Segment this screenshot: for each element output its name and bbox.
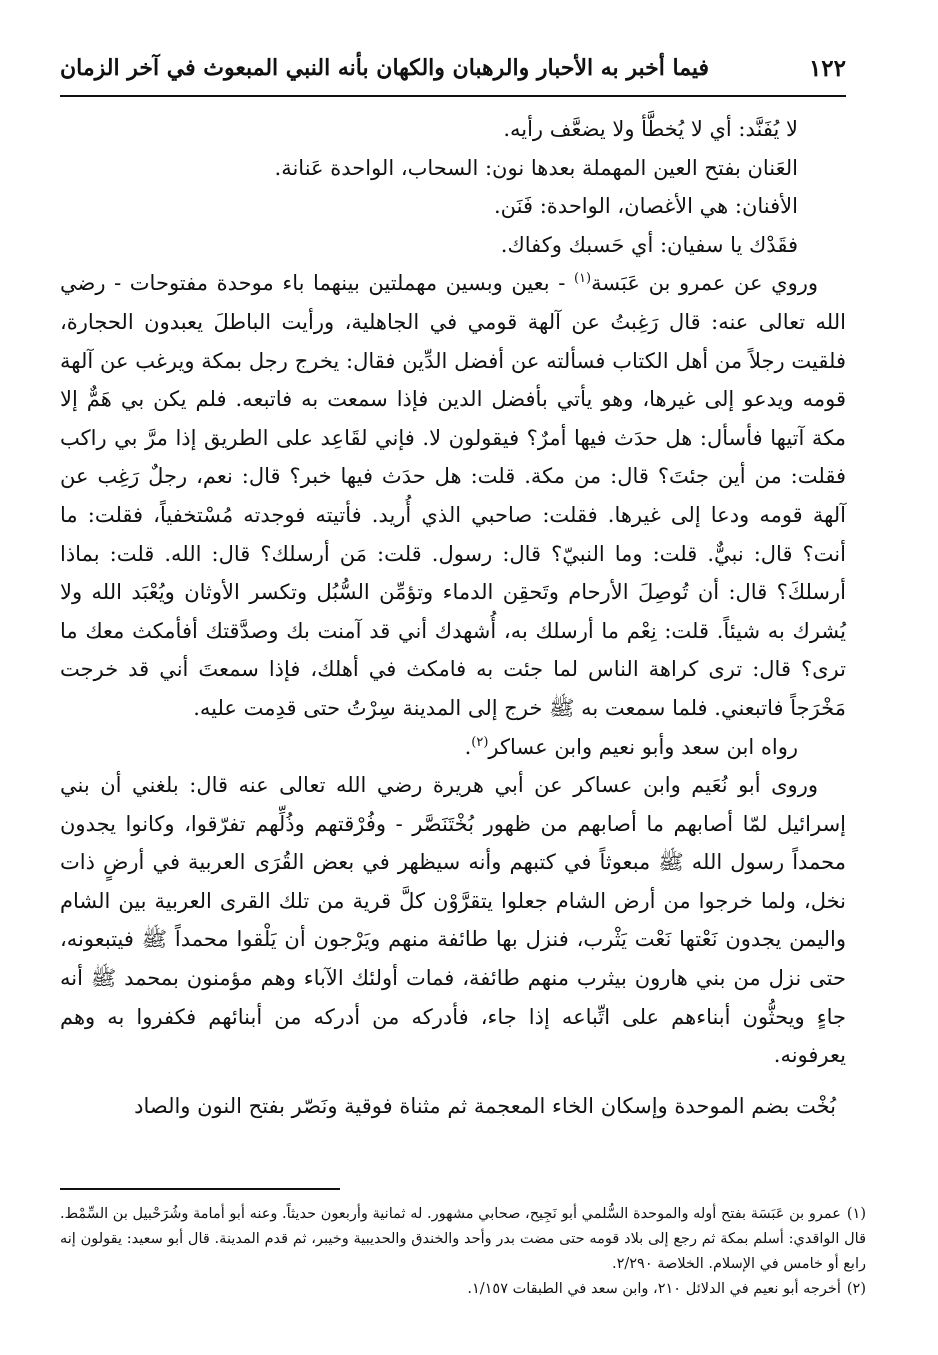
narration-line xyxy=(60,728,846,767)
footnote-ref-1[interactable]: (١) xyxy=(573,271,592,287)
footnotes xyxy=(60,1202,866,1302)
narration-text: رواه ابن سعد وأبو نعيم وابن عساكر xyxy=(488,734,798,759)
page-number: ١٢٢ xyxy=(808,54,846,82)
footnote-number: (٢) xyxy=(846,1281,866,1297)
gloss-line: العَنان بفتح العين المهملة بعدها نون: السحاب، الواحدة عَنانة. xyxy=(274,155,798,180)
gloss-line: لا يُفَنَّد: أي لا يُخطَّأ ولا يضعَّف رأيه. xyxy=(503,117,798,141)
hadith-paragraph-amr xyxy=(60,264,846,727)
paragraph-text: وروي عن عمرو بن عَبَسة xyxy=(591,271,818,296)
paragraph-text: - بعين وبسين مهملتين بينهما باء موحدة مفتوحات - رضي الله تعالى عنه: قال رَغِبتُ عن آلهة قومي في الجاهلية، ورأيت الباطلَ يعبدون الحجارة، فلقيت رجلاً من أهل الكتاب فسألته عن أفضل الدِّين فقال: يخرج رجل بمكة ويرغب عن آلهة قومه ويدعو إلى غيرها، وهو يأتي بأفضل الدين فإذا سمعت به فاتبعه. فلم يكن بي هَمٌّ إلا مكة آتيها فأسأل: هل حدَث فيها أمرٌ؟ فيقولون لا. فإني لقَاعِد على الطريق إذا مرَّ بي راكب فقلت: من أين جئتَ؟ قال: من مكة. قلت: هل حدَث فيها خبر؟ قال: نعم، رجلٌ رَغِب عن آلهة قومه ودعا إلى غيرها. فقلت: صاحبي الذي أُريد. فأتيته فوجدته مُسْتخفياً، فقلت: ما أنت؟ قال: نبيٌّ. قلت: وما النبيّ؟ قال: رسول. قلت: مَن أرسلك؟ قال: الله. قلت: بماذا أرسلكَ؟ قال: أن تُوصِلَ الأرحام وتَحقِن الدماء وتؤمِّن السُّبُل وتكسر الأوثان ويُعْبَد الله ولا يُشرك به شيئاً. قلت: نِعْم ما أرسلك به، أُشهدك أني قد آمنت بك وصدَّقتك أفأمكث معك ما ترى؟ قال: ترى كراهة الناس لما جئت به فامكث في أهلك، فإذا سمعتَ أني قد خرجت مَخْرَجاً فاتبعني. فلما سمعت به ﷺ خرج إلى المدينة سِرْتُ حتى قدِمت عليه. xyxy=(60,271,846,720)
footnote-number: (١) xyxy=(846,1206,866,1222)
footnote-ref-2[interactable]: (٢) xyxy=(471,734,489,750)
main-text xyxy=(60,110,846,1125)
page-header xyxy=(60,48,846,88)
gloss-paragraph-bukht: بُخْت بضم الموحدة وإسكان الخاء المعجمة ثم مثناة فوقية ونَصّر بفتح النون والصاد xyxy=(134,1093,836,1118)
header-divider xyxy=(60,95,846,97)
footnote-text: أخرجه أبو نعيم في الدلائل ٢١٠، وابن سعد في الطبقات ١/١٥٧. xyxy=(467,1281,841,1297)
footnote-divider xyxy=(60,1188,340,1190)
running-title: فيما أخبر به الأحبار والرهبان والكهان بأنه النبي المبعوث في آخر الزمان xyxy=(60,55,710,81)
footnote-text: عمرو بن عَبَسَة بفتح أوله والموحدة السُّلمي أبو نَجِيح، صحابي مشهور. له ثمانية وأربعون حديثاً. وعنه أبو أمامة وشُرَحْبيل بن السِّمْط. قال الواقدي: أسلم بمكة ثم رجع إلى بلاد قومه حتى مضت بدر وأحد والخندق والحديبية وخيبر، ثم قدم المدينة. قال أبو سعيد: يقولون إنه رابع أو خامس في الإسلام. الخلاصة ٢/٢٩٠. xyxy=(60,1206,866,1272)
footnote-2 xyxy=(60,1277,866,1302)
gloss-line: الأفنان: هي الأغصان، الواحدة: فَنَن. xyxy=(494,194,798,219)
narration-end: . xyxy=(464,734,472,759)
gloss-line: فقَدْك يا سفيان: أي حَسبك وكفاك. xyxy=(500,232,798,257)
footnote-1 xyxy=(60,1202,866,1277)
hadith-paragraph-abu-hurayra: وروى أبو نُعَيم وابن عساكر عن أبي هريرة رضي الله تعالى عنه قال: بلغني أن بني إسرائيل لمّا أصابهم ما أصابهم من ظهور بُخْتَنَصَّر - وفُرْقتهم وذُلِّهم تفرّقوا، وكانوا يجدون محمداً رسول الله ﷺ مبعوثاً في كتبهم وأنه سيظهر في بعض القُرَى العربية في أرضٍ ذات نخل، ولما خرجوا من أرض الشام جعلوا يتقرَّوْن كلَّ قرية من تلك القرى العربية بين الشام واليمن يجدون نَعْتها نَعْت يَثْرب، فنزل بها طائفة منهم ويَرْجون أن يَلْقوا محمداً ﷺ فيتبعونه، حتى نزل من بني هارون بيثرب منهم طائفة، فمات أولئك الآباء وهم مؤمنون بمحمد ﷺ أنه جاءٍ ويحثُّون أبناءهم على اتِّباعه إذا جاء، فأدركه من أدركه من أبنائهم فكفروا به وهم يعرفونه. xyxy=(60,773,846,1068)
